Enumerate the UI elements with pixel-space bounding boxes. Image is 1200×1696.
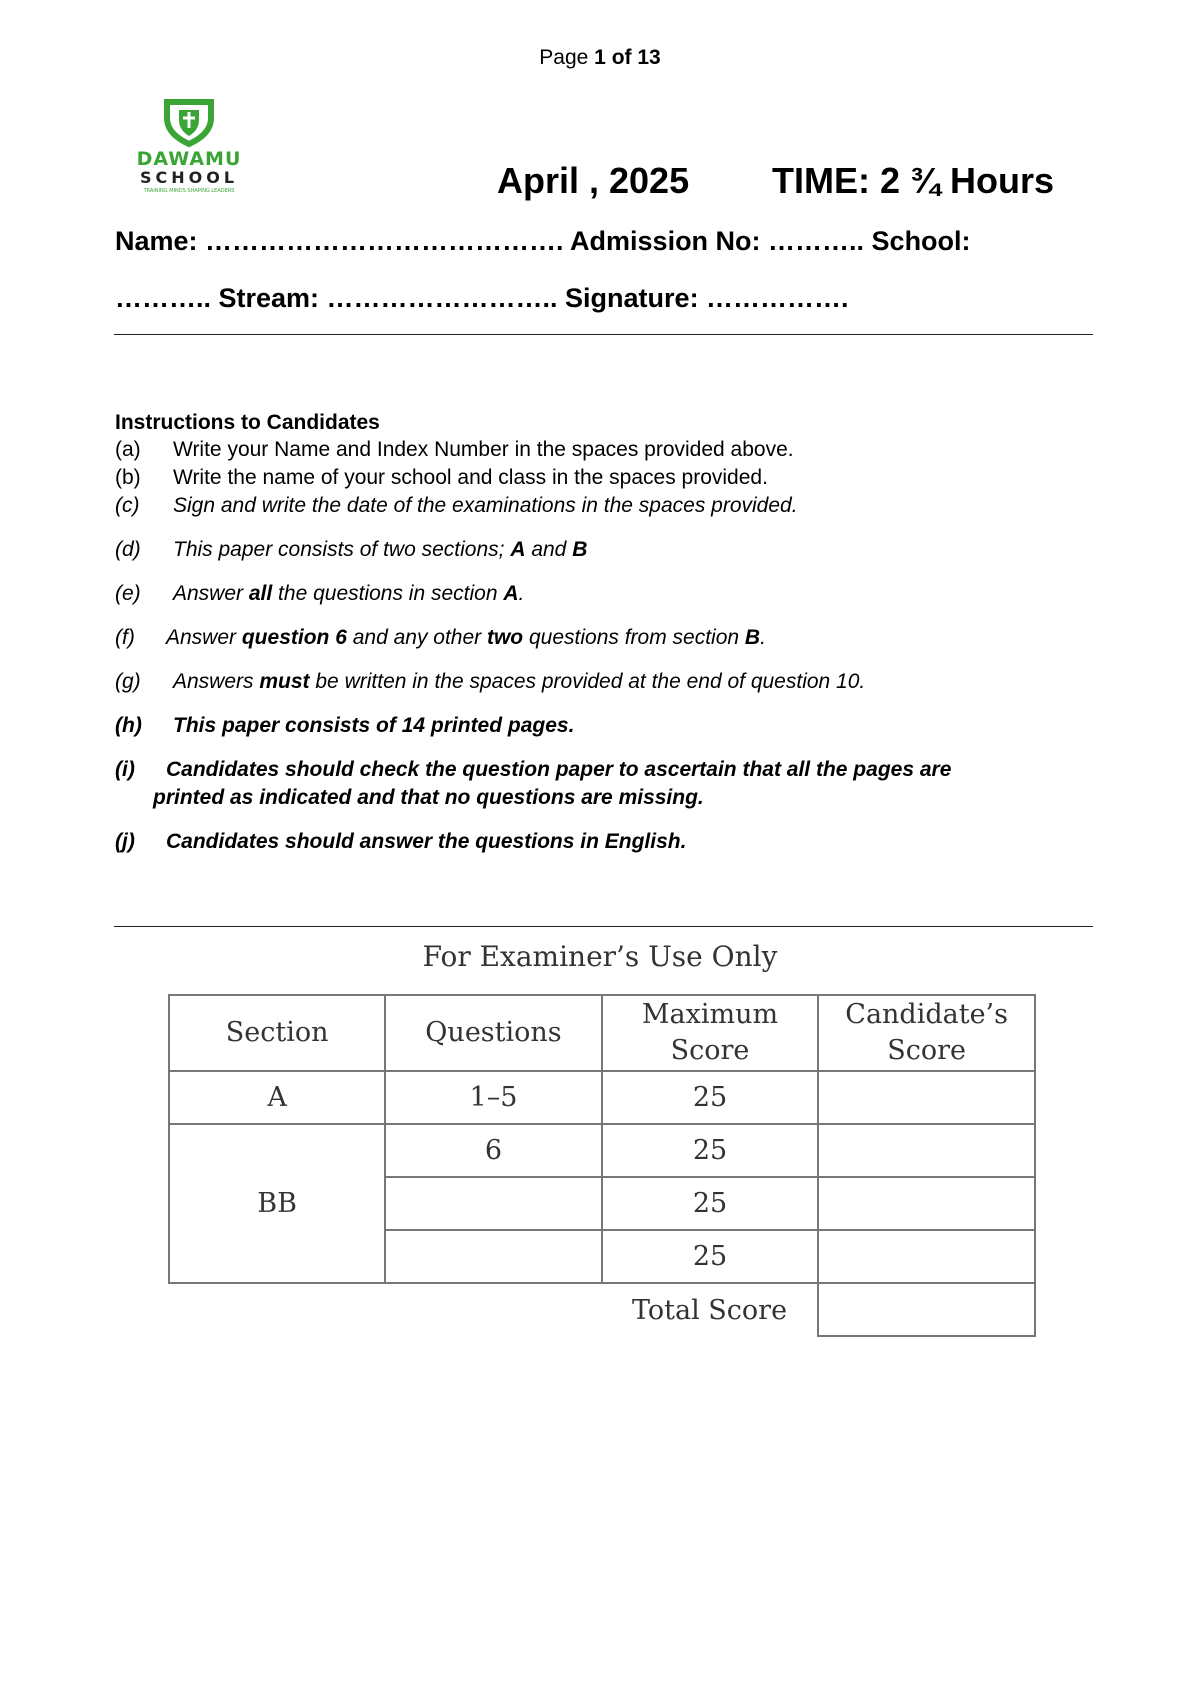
school-logo xyxy=(133,98,245,194)
instruction-text: Answers xyxy=(173,670,260,693)
instruction-text: This paper consists of 14 printed pages. xyxy=(173,714,575,737)
header-questions: Questions xyxy=(385,995,601,1071)
instruction-bold: must xyxy=(259,670,310,693)
instruction-text: Sign and write the date of the examinations in the spaces provided. xyxy=(173,494,798,517)
page-number xyxy=(0,46,1200,70)
instruction-bold: all xyxy=(248,582,273,605)
header-section: Section xyxy=(169,995,385,1071)
cell-candidate-score[interactable] xyxy=(818,1230,1035,1283)
instruction-text: be written in the spaces provided at the end of question 10. xyxy=(309,670,866,693)
instruction-bold: question 6 xyxy=(241,626,347,649)
instruction-marker: (e) xyxy=(115,582,141,605)
instructions-heading: Instructions to Candidates xyxy=(115,411,380,434)
header-text: Candidate’s Score xyxy=(845,999,1008,1066)
logo-tagline: TRAINING MINDS SHAPING LEADERS xyxy=(143,188,235,194)
instruction-text: Candidates should answer the questions in English. xyxy=(166,830,687,853)
examiner-title: For Examiner’s Use Only xyxy=(422,940,778,973)
header-candidate-score xyxy=(818,995,1035,1071)
instruction-g xyxy=(115,668,1095,696)
instruction-d xyxy=(115,536,1095,564)
logo-name: DAWAMU xyxy=(136,148,242,170)
candidate-fields-line-1: Name: …………………………………. Admission No: ……….. School: xyxy=(115,226,971,256)
instruction-text: Candidates should check the question paper to ascertain that all the pages are xyxy=(166,758,952,781)
instruction-b xyxy=(115,464,1095,492)
instruction-marker: (d) xyxy=(115,538,141,561)
cell-questions: 6 xyxy=(385,1124,601,1177)
cell-candidate-score[interactable] xyxy=(818,1071,1035,1124)
header-maximum-score xyxy=(602,995,819,1071)
cell-max-score: 25 xyxy=(602,1177,819,1230)
cell-questions: 1–5 xyxy=(385,1071,601,1124)
instruction-marker: (g) xyxy=(115,670,141,693)
instruction-c xyxy=(115,492,1095,520)
cell-max-score: 25 xyxy=(602,1071,819,1124)
page-prefix: Page xyxy=(539,46,589,69)
table-total-row xyxy=(169,1283,1035,1336)
instruction-text: . xyxy=(760,626,766,649)
instruction-h xyxy=(115,712,1095,740)
instruction-text: Write your Name and Index Number in the spaces provided above. xyxy=(173,438,794,461)
table-row xyxy=(169,1124,1035,1177)
logo-school: SCHOOL xyxy=(139,168,239,187)
cell-questions xyxy=(385,1230,601,1283)
section-label: B xyxy=(257,1188,278,1219)
blank-cell xyxy=(385,1283,601,1336)
instruction-marker: (c) xyxy=(115,494,140,517)
table-header-row xyxy=(169,995,1035,1071)
page-of: of xyxy=(611,46,632,69)
shield-icon xyxy=(133,98,245,148)
cell-section: BB xyxy=(169,1124,385,1283)
instruction-j xyxy=(115,828,1095,856)
exam-date: April , 2025 xyxy=(497,160,690,201)
cell-candidate-score[interactable] xyxy=(818,1124,1035,1177)
instruction-marker: (a) xyxy=(115,438,141,461)
cell-section: A xyxy=(169,1071,385,1124)
page-total: 13 xyxy=(637,46,661,69)
candidate-fields-line-2: ……….. Stream: …………………….. Signature: ……………. xyxy=(115,283,849,313)
instruction-bold: B xyxy=(744,626,761,649)
header-text: Maximum Score xyxy=(641,999,779,1066)
divider xyxy=(114,926,1093,927)
cell-max-score: 25 xyxy=(602,1230,819,1283)
instruction-marker: (j) xyxy=(115,830,135,853)
instruction-marker: (f) xyxy=(115,626,135,649)
instruction-bold: A xyxy=(503,582,519,605)
instruction-bold: two xyxy=(486,626,524,649)
instruction-e xyxy=(115,580,1095,608)
blank-cell xyxy=(169,1283,385,1336)
instruction-text: and any other xyxy=(346,626,487,649)
instruction-text: the questions in section xyxy=(272,582,504,605)
total-score-label: Total Score xyxy=(631,1294,788,1326)
divider xyxy=(114,334,1093,335)
instruction-i xyxy=(115,756,1095,812)
instruction-text: and xyxy=(525,538,573,561)
instruction-a xyxy=(115,436,1095,464)
cell-questions xyxy=(385,1177,601,1230)
instruction-text: Answer xyxy=(173,582,249,605)
instruction-text: . xyxy=(518,582,525,605)
cell-max-score: 25 xyxy=(602,1124,819,1177)
instruction-text: Answer xyxy=(166,626,242,649)
instruction-f xyxy=(115,624,1095,652)
instruction-text-continued: printed as indicated and that no questions are missing. xyxy=(153,786,704,809)
page-current: 1 xyxy=(594,46,606,69)
instruction-marker: (h) xyxy=(115,714,142,737)
instruction-bold: A xyxy=(510,538,526,561)
instruction-bold: B xyxy=(572,538,588,561)
instruction-text: Write the name of your school and class in the spaces provided. xyxy=(173,466,768,489)
total-score-cell[interactable] xyxy=(818,1283,1035,1336)
instruction-text: This paper consists of two sections; xyxy=(173,538,511,561)
instruction-text: questions from section xyxy=(523,626,745,649)
instruction-marker: (i) xyxy=(115,758,135,781)
cell-candidate-score[interactable] xyxy=(818,1177,1035,1230)
exam-time: TIME: 2 ¾ Hours xyxy=(772,160,1055,201)
instruction-marker: (b) xyxy=(115,466,141,489)
table-row xyxy=(169,1071,1035,1124)
examiner-score-table xyxy=(168,994,1036,1337)
